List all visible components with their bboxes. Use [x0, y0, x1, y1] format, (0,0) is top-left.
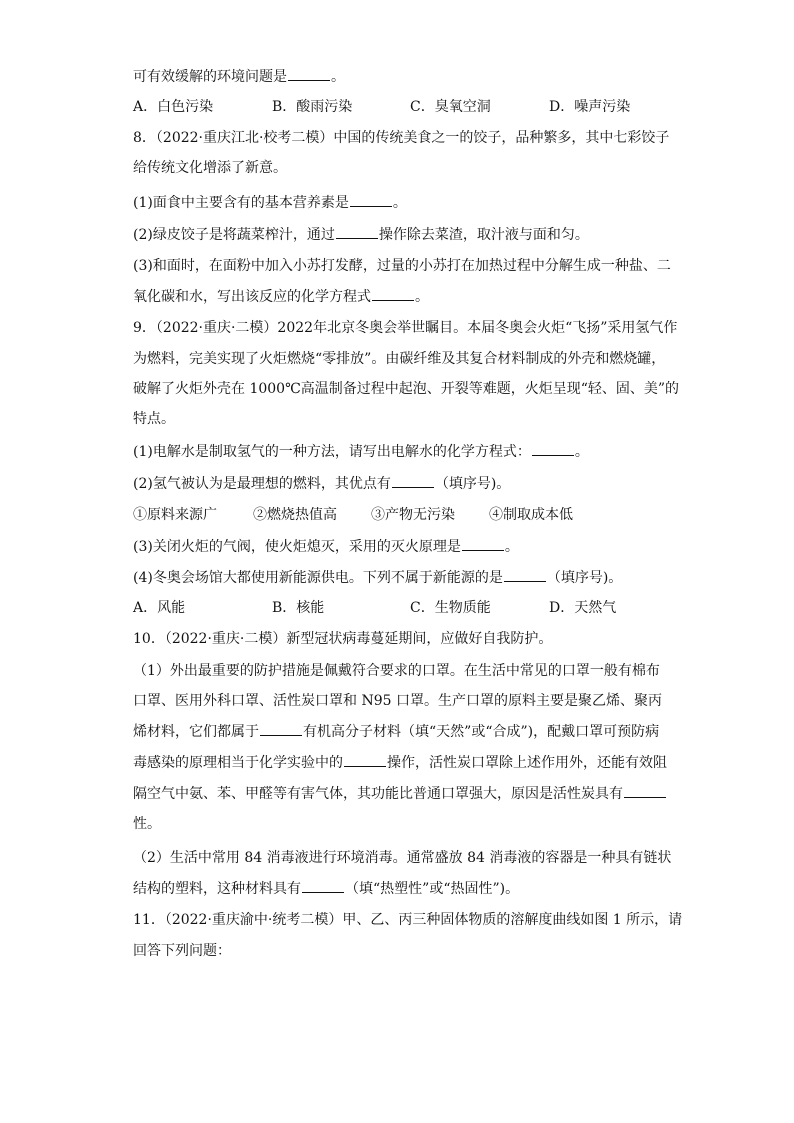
q9-part2: (2)氢气被认为是最理想的燃料，其优点有 （填序号)。 — [133, 473, 510, 494]
q10-stem: 10．（2022·重庆·二模）新型冠状病毒蔓延期间，应做好自我防护。 — [133, 631, 553, 647]
q7-option-b[interactable]: B．酸雨污染 — [272, 99, 353, 115]
answer-blank[interactable] — [462, 536, 504, 551]
answer-blank[interactable] — [532, 441, 574, 456]
q8-part3-line2: 氧化碳和水，写出该反应的化学方程式 。 — [133, 286, 429, 307]
q9-stem-line4: 特点。 — [133, 411, 175, 427]
q9-part3: (3)关闭火炬的气阀，使火炬熄灭，采用的灭火原理是 。 — [133, 536, 519, 557]
q7-option-c[interactable]: C．臭氧空洞 — [410, 99, 491, 115]
q9-option-d[interactable]: D．天然气 — [549, 600, 617, 616]
q8-part1: (1)面食中主要含有的基本营养素是 。 — [133, 192, 407, 213]
q9-part1: (1)电解水是制取氢气的一种方法，请写出电解水的化学方程式： 。 — [133, 441, 589, 462]
answer-blank[interactable] — [392, 473, 434, 488]
q9-stem-line3: 破解了火炬外壳在 1000℃高温制备过程中起泡、开裂等难题，火炬呈现“轻、固、美”的 — [133, 381, 680, 397]
q10-part1-line5: 隔空气中氨、苯、甲醛等有害气体，其功能比普通口罩强大，原因是活性炭具有 — [133, 783, 667, 804]
q10-part1-line6: 性。 — [133, 816, 161, 832]
q10-part1-line3: 烯材料，它们都属于 有机高分子材料（填“天然”或“合成”)，配戴口罩可预防病 — [133, 721, 659, 742]
q9-choice-1[interactable]: ①原料来源广 — [133, 507, 217, 523]
q9-option-b[interactable]: B．核能 — [272, 600, 325, 616]
answer-blank[interactable] — [504, 567, 546, 582]
q7-options — [133, 97, 693, 117]
q9-choice-3[interactable]: ③产物无污染 — [371, 507, 455, 523]
q9-stem-line2: 为燃料，完美实现了火炬燃烧“零排放”。由碳纤维及其复合材料制成的外壳和燃烧罐， — [133, 351, 666, 367]
q9-option-a[interactable]: A．风能 — [133, 600, 186, 616]
q9-option-c[interactable]: C．生物质能 — [410, 600, 491, 616]
q9-stem-line1: 9．（2022·重庆·二模）2022年北京冬奥会举世瞩目。本届冬奥会火炬“飞扬”采用氢气作 — [133, 320, 678, 336]
q9-part4-options — [133, 598, 693, 618]
q10-part2-line2: 结构的塑料，这种材料具有 （填“热塑性”或“热固性”)。 — [133, 878, 519, 899]
q9-choice-2[interactable]: ②燃烧热值高 — [253, 507, 337, 523]
answer-blank[interactable] — [344, 752, 386, 767]
answer-blank[interactable] — [372, 286, 414, 301]
q11-stem-line1: 11．（2022·重庆渝中·统考二模）甲、乙、丙三种固体物质的溶解度曲线如图 1 所示，请 — [133, 912, 683, 928]
q10-part1-line2: 口罩、医用外科口罩、活性炭口罩和 N95 口罩。生产口罩的原料主要是聚乙烯、聚丙 — [133, 693, 662, 709]
answer-blank[interactable] — [302, 878, 344, 893]
q7-stem-text: 可有效缓解的环境问题是 — [133, 69, 287, 85]
q8-part2: (2)绿皮饺子是将蔬菜榨汁，通过 操作除去菜渣，取汁液与面和匀。 — [133, 224, 589, 245]
q10-part1-line1: （1）外出最重要的防护措施是佩戴符合要求的口罩。在生活中常见的口罩一般有棉布 — [133, 663, 660, 679]
q8-part3-line1: (3)和面时，在面粉中加入小苏打发酵，过量的小苏打在加热过程中分解生成一种盐、二 — [133, 258, 671, 274]
q9-part2-options — [133, 505, 693, 525]
q9-part4: (4)冬奥会场馆大都使用新能源供电。下列不属于新能源的是 （填序号)。 — [133, 567, 622, 588]
q8-stem-line1: 8．（2022·重庆江北·校考二模）中国的传统美食之一的饺子，品种繁多，其中七彩饺子 — [133, 130, 670, 146]
q7-stem-tail: 可有效缓解的环境问题是 。 — [133, 66, 345, 87]
q11-stem-line2: 回答下列问题： — [133, 943, 231, 959]
answer-blank[interactable] — [260, 721, 302, 736]
q9-choice-4[interactable]: ④制取成本低 — [489, 507, 573, 523]
answer-blank[interactable] — [288, 66, 330, 81]
q8-stem-line2: 给传统文化增添了新意。 — [133, 160, 287, 176]
q10-part1-line4: 毒感染的原理相当于化学实验中的 操作，活性炭口罩除上述作用外，还能有效阻 — [133, 752, 667, 773]
q7-option-a[interactable]: A．白色污染 — [133, 99, 214, 115]
answer-blank[interactable] — [624, 783, 666, 798]
answer-blank[interactable] — [336, 224, 378, 239]
answer-blank[interactable] — [350, 192, 392, 207]
q7-option-d[interactable]: D．噪声污染 — [549, 99, 631, 115]
q10-part2-line1: （2）生活中常用 84 消毒液进行环境消毒。通常盛放 84 消毒液的容器是一种具有链状 — [133, 850, 672, 866]
